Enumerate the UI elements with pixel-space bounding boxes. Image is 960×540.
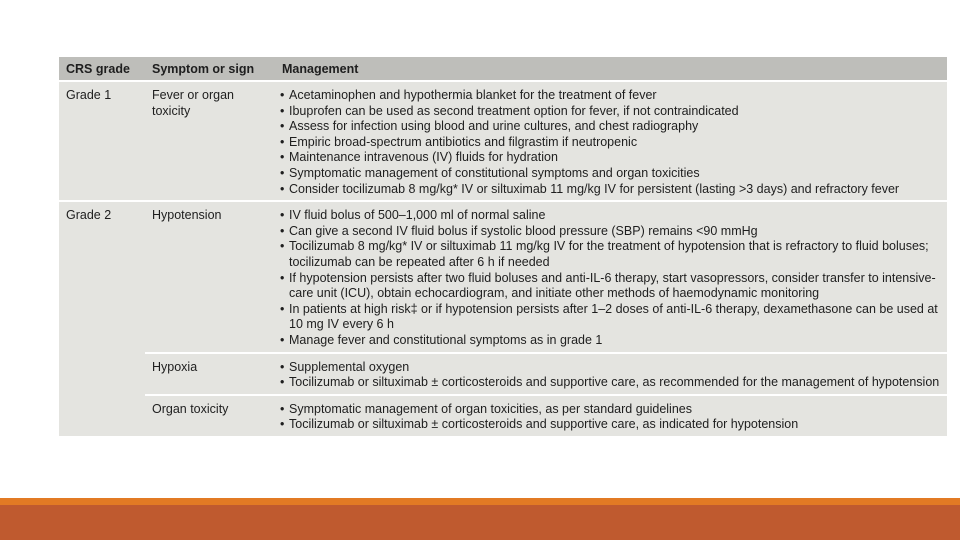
management-item: • Symptomatic management of constitutional symptoms and organ toxicities <box>280 166 943 182</box>
management-item: • Tocilizumab 8 mg/kg* IV or siltuximab 11 mg/kg IV for the treatment of hypotension that is refractory to fluid boluses; tocilizumab can be repeated after 6 h if needed <box>280 239 943 270</box>
management-item: • Acetaminophen and hypothermia blanket for the treatment of fever <box>280 88 943 104</box>
table-row <box>59 353 947 395</box>
symptom-cell: Fever or organ toxicity <box>145 81 276 201</box>
header-symptom-or-sign: Symptom or sign <box>145 57 276 81</box>
management-list <box>280 360 943 391</box>
management-item: • Empiric broad-spectrum antibiotics and filgrastim if neutropenic <box>280 135 943 151</box>
table-row <box>59 395 947 436</box>
management-item: • Symptomatic management of organ toxicities, as per standard guidelines <box>280 402 943 418</box>
management-item: • Manage fever and constitutional symptoms as in grade 1 <box>280 333 943 349</box>
symptom-cell: Hypotension <box>145 201 276 352</box>
management-list <box>280 88 943 197</box>
footer-accent-stripe <box>0 498 960 505</box>
management-item: • If hypotension persists after two fluid boluses and anti-IL-6 therapy, start vasopressors, consider transfer to intensive-care unit (ICU), obtain echocardiogram, and initiate other methods of haemodynamic monitoring <box>280 271 943 302</box>
management-cell <box>276 81 947 201</box>
grade-cell <box>59 353 145 395</box>
management-cell <box>276 353 947 395</box>
management-item: • Supplemental oxygen <box>280 360 943 376</box>
grade-cell: Grade 2 <box>59 201 145 352</box>
grade-cell <box>59 395 145 436</box>
management-item: • Assess for infection using blood and urine cultures, and chest radiography <box>280 119 943 135</box>
crs-management-table-container <box>59 57 947 436</box>
management-item: • Consider tocilizumab 8 mg/kg* IV or siltuximab 11 mg/kg IV for persistent (lasting >3 days) and refractory fever <box>280 182 943 198</box>
management-item: • Tocilizumab or siltuximab ± corticosteroids and supportive care, as indicated for hypotension <box>280 417 943 433</box>
table-row <box>59 201 947 352</box>
header-crs-grade: CRS grade <box>59 57 145 81</box>
symptom-cell: Organ toxicity <box>145 395 276 436</box>
management-item: • Ibuprofen can be used as second treatment option for fever, if not contraindicated <box>280 104 943 120</box>
management-cell <box>276 201 947 352</box>
management-item: • IV fluid bolus of 500–1,000 ml of normal saline <box>280 208 943 224</box>
management-cell <box>276 395 947 436</box>
management-item: • Can give a second IV fluid bolus if systolic blood pressure (SBP) remains <90 mmHg <box>280 224 943 240</box>
management-item: • Tocilizumab or siltuximab ± corticosteroids and supportive care, as recommended for the management of hypotension <box>280 375 943 391</box>
header-management: Management <box>276 57 947 81</box>
management-item: • In patients at high risk‡ or if hypotension persists after 1–2 doses of anti-IL-6 therapy, dexamethasone can be used at 10 mg IV every 6 h <box>280 302 943 333</box>
management-item: • Maintenance intravenous (IV) fluids for hydration <box>280 150 943 166</box>
crs-management-table <box>59 57 947 436</box>
grade-cell: Grade 1 <box>59 81 145 201</box>
table-row <box>59 81 947 201</box>
table-header-row <box>59 57 947 81</box>
management-list <box>280 402 943 433</box>
footer-band <box>0 505 960 540</box>
symptom-cell: Hypoxia <box>145 353 276 395</box>
management-list <box>280 208 943 348</box>
